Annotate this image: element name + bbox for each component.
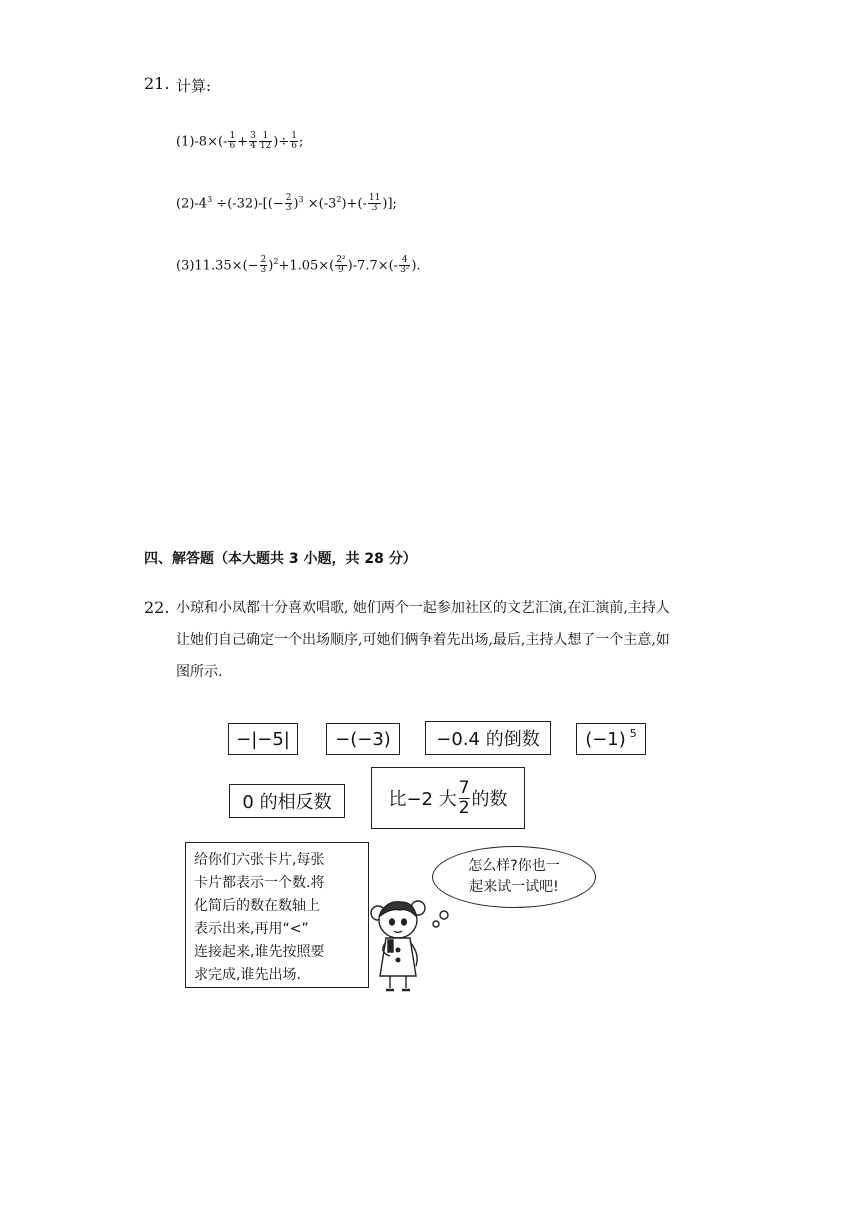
fraction: $\frac{11}{3}$ bbox=[368, 193, 381, 214]
fraction: $\frac{1}{12}$ bbox=[259, 131, 272, 152]
fraction: $\frac{2}{3}$ bbox=[285, 193, 292, 214]
girl-illustration bbox=[360, 880, 460, 995]
card-power: (−1) $^5$ bbox=[576, 723, 646, 755]
card-reciprocal: −0.4 的倒数 bbox=[425, 721, 551, 755]
card-greater: 比−2 大 $\frac{7}{2}$ 的数 bbox=[371, 767, 525, 829]
fraction: $\frac{1}{6}$ bbox=[229, 131, 236, 152]
card-neg-neg3: −(−3) bbox=[326, 723, 400, 755]
card-opposite: 0 的相反数 bbox=[229, 784, 345, 818]
fraction: $\frac{1}{6}$ bbox=[291, 131, 297, 152]
problem-2: $(2)-4^3 \div(-32)-[(-$ $\frac{2}{3}$ )$^3 \times(-3^2)+(-$ $\frac{11}{3}$ )]; bbox=[176, 193, 397, 214]
problem-1: (1)-8×(- $\frac{1}{6}$ + $\frac{3}{4}$ $\frac{1}{12}$ )÷ $\frac{1}{6}$ ; bbox=[176, 131, 304, 152]
fraction: $\frac{4}{\text{3²}}$ bbox=[400, 255, 410, 276]
fraction: $\frac{\text{2²}}{9}$ bbox=[336, 255, 346, 276]
text-line: 让她们自己确定一个出场顺序,可她们俩争着先出场,最后,主持人想了一个主意,如 bbox=[176, 632, 670, 648]
question-number: 21. bbox=[144, 74, 170, 93]
thought-bubble: 怎么样?你也一 起来试一试吧! bbox=[432, 846, 596, 908]
fraction: $\frac{7}{2}$ bbox=[458, 777, 470, 818]
expr-text: (1)-8×(- bbox=[176, 134, 228, 150]
card-abs-neg5: −|−5| bbox=[228, 723, 298, 755]
text-line: 小琼和小凤都十分喜欢唱歌, 她们两个一起参加社区的文艺汇演,在汇演前,主持人 bbox=[176, 600, 670, 616]
host-speech-box: 给你们六张卡片,每张 卡片都表示一个数.将 化简后的数在数轴上 表示出来,再用“<” 连接起来,谁先按照要 求完成,谁先出场. bbox=[185, 842, 369, 988]
fraction: $\frac{2}{3}$ bbox=[260, 255, 267, 276]
section-heading: 四、解答题（本大题共 3 小题，共 28 分） bbox=[144, 551, 417, 567]
question-title: 计算: bbox=[176, 77, 212, 95]
problem-3: (3)11.35×(− $\frac{2}{3}$ )$^2$+1.05×( $\frac{\text{2²}}{9}$ )-7.7×(- $\frac{4}{\text{3²}}$ ). bbox=[176, 255, 421, 276]
text-line: 图所示. bbox=[176, 664, 223, 680]
question-number: 22. bbox=[144, 598, 170, 617]
fraction: $\frac{3}{4}$ bbox=[250, 131, 256, 152]
question-text bbox=[176, 592, 736, 688]
